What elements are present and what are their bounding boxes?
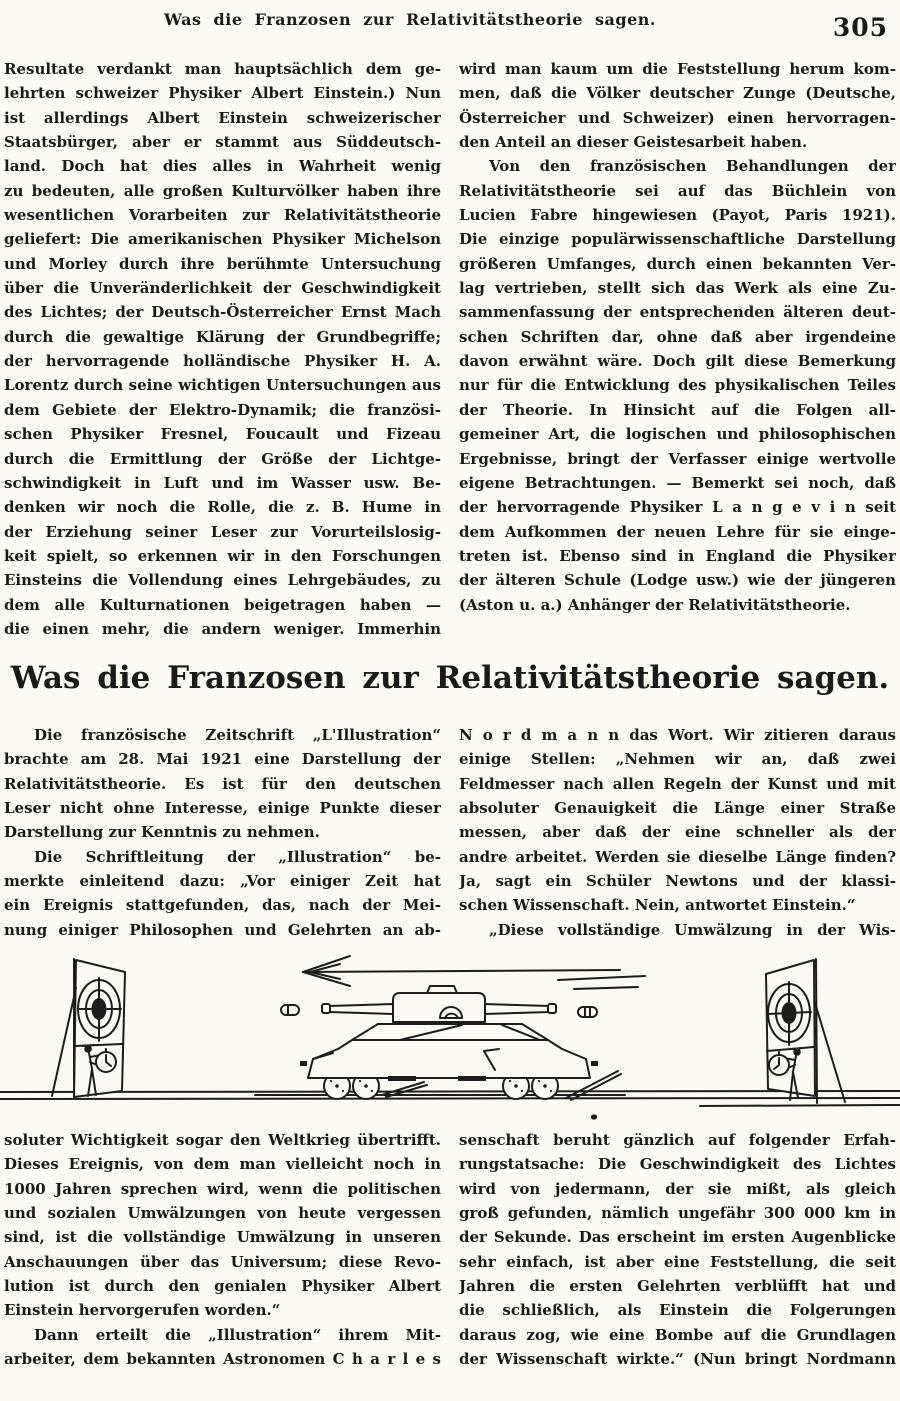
text-line: Die Schriftleitung der „Illustration“ be- — [34, 847, 441, 866]
text-line: und Morley durch ihre berühmte Untersuchung — [4, 254, 441, 273]
paragraph — [4, 845, 441, 942]
text-line: sammenfassung der entsprechenden älteren deut- — [459, 303, 896, 322]
motion-arrow-left — [303, 956, 645, 989]
text-line: andre arbeitet. Werden sie dieselbe Länge finden? — [459, 847, 896, 866]
text-line: einige Stellen: „Nehmen wir an, daß zwei — [459, 750, 896, 769]
text-line: senschaft beruht gänzlich auf folgender Erfah- — [459, 1131, 896, 1149]
armored-car-between-targets-figure — [0, 945, 900, 1130]
text-line: Anschauungen über das Universum; diese Revo- — [4, 1252, 441, 1271]
text-line: dem Gebiete der Elektro-Dynamik; die französi- — [4, 400, 441, 419]
text-line: durch die gewaltige Klärung der Grundbegriffe; — [4, 327, 441, 346]
text-line: Lucien Fabre hingewiesen (Payot, Paris 1921). — [459, 206, 896, 225]
running-header: Was die Franzosen zur Relativitätstheorie sagen. — [164, 10, 656, 29]
text-line: die schließlich, als Einstein die Folgerungen — [459, 1301, 896, 1320]
text-line: gemeiner Art, die logischen und philosophischen — [459, 425, 896, 444]
ground-rails — [0, 1091, 900, 1106]
text-line: Ergebnisse, bringt der Verfasser einige wertvolle — [459, 449, 896, 468]
text-line: „Diese vollständige Umwälzung in der Wis- — [489, 920, 896, 939]
text-line: wird von jedermann, der sie mißt, als gleich — [459, 1179, 896, 1198]
projectile-right — [578, 1007, 597, 1017]
text-line: Darstellung zur Kenntnis zu nehmen. — [4, 823, 320, 842]
text-line: arbeiter, dem bekannten Astronomen C h a r l e s — [4, 1350, 441, 1369]
text-line: treten ist. Ebenso sind in England die Physiker — [459, 546, 896, 565]
paragraph — [459, 723, 896, 918]
text-line: der hervorragende Physiker L a n g e v i n seit — [459, 498, 896, 517]
column-left-bottom — [4, 1128, 441, 1371]
text-line: lag vertrieben, stellt sich das Werk als eine Zu- — [459, 279, 896, 298]
text-line: Relativitätstheorie. Es ist für den deutschen — [4, 774, 441, 793]
text-line: Feldmesser nach allen Regeln der Kunst und mit — [459, 774, 896, 793]
text-line: über die Unveränderlichkeit der Geschwindigkeit — [4, 279, 441, 298]
text-line: des Lichtes; der Deutsch-Österreicher Ernst Mach — [4, 303, 441, 322]
text-line: schen Schriften dar, ohne daß aber irgendeine — [459, 327, 896, 346]
text-line: der hervorragende holländische Physiker H. A. — [4, 352, 441, 371]
paragraph — [4, 723, 441, 845]
section-heading: Was die Franzosen zur Relativitätstheorie sagen. — [10, 660, 890, 696]
text-line: rungstatsache: Die Geschwindigkeit des Lichtes — [459, 1155, 896, 1174]
text-line: denken wir noch die Rolle, die z. B. Hume in — [4, 498, 441, 517]
text-line: Österreicher und Schweizer) einen hervorragen- — [459, 108, 896, 127]
text-line: ein Ereignis stattgefunden, das, nach der Mei- — [4, 896, 441, 915]
page-number: 305 — [832, 13, 888, 42]
text-line: den Anteil an dieser Geistesarbeit haben. — [459, 133, 808, 152]
text-line: sind, ist die vollständige Umwälzung in unseren — [4, 1228, 441, 1247]
projectile-left — [281, 1005, 299, 1015]
text-line: der Wissenschaft wirkte.“ (Nun bringt Nordmann — [459, 1350, 896, 1369]
text-line: Dann erteilt die „Illustration“ ihrem Mit- — [34, 1325, 441, 1344]
text-line: Die einzige populärwissenschaftliche Darstellung — [459, 230, 896, 249]
text-line: Dieses Ereignis, von dem man vielleicht noch in — [4, 1155, 441, 1174]
paragraph — [459, 1128, 896, 1371]
text-line: daraus zog, wie eine Bombe auf die Grundlagen — [459, 1325, 896, 1344]
column-right-bottom — [459, 1128, 896, 1371]
paragraph — [459, 918, 896, 942]
text-line: der Sekunde. Das erscheint im ersten Augenblicke — [459, 1228, 896, 1247]
text-line: Lorentz durch seine wichtigen Untersuchungen aus — [4, 376, 441, 395]
text-line: nung einiger Philosophen und Gelehrten an ab- — [4, 920, 441, 939]
text-line: ist allerdings Albert Einstein schweizerischer — [4, 108, 441, 127]
text-line: dem alle Kulturnationen beigetragen haben — — [4, 595, 441, 614]
text-line: keit spielt, so erkennen wir in den Forschungen — [4, 546, 441, 565]
text-line: eigene Betrachtungen. — Bemerkt sei noch, daß — [459, 473, 896, 492]
text-line: größeren Umfanges, durch einen bekannten Ver- — [459, 254, 896, 273]
right-target — [766, 959, 845, 1103]
relativity-illustration — [0, 945, 900, 1130]
text-line: und sozialen Umwälzungen von heute vergessen — [4, 1204, 441, 1223]
text-line: groß gefunden, nämlich ungefähr 300 000 km in — [459, 1204, 896, 1223]
text-line: der Theorie. In Hinsicht auf die Folgen all- — [459, 400, 896, 419]
text-line: sehr einfach, ist aber eine Feststellung, die seit — [459, 1252, 896, 1271]
text-line: merkte einleitend dazu: „Vor einiger Zeit hat — [4, 872, 441, 891]
left-target — [52, 959, 125, 1098]
paragraph — [459, 154, 896, 617]
text-line: wesentlichen Vorarbeiten zur Relativitätstheorie — [4, 206, 441, 225]
text-line: Relativitätstheorie sei auf das Büchlein von — [459, 181, 896, 200]
column-right-middle — [459, 723, 896, 942]
text-line: messen, aber daß der eine schneller als der — [459, 823, 896, 842]
ink-speck — [591, 1114, 597, 1119]
text-line: Die französische Zeitschrift „L'Illustration“ — [34, 726, 441, 744]
text-line: davon erwähnt wäre. Doch gilt diese Bemerkung — [459, 352, 896, 371]
paragraph — [4, 1323, 441, 1372]
column-left-top — [4, 57, 441, 641]
text-line: N o r d m a n n das Wort. Wir zitieren daraus — [459, 726, 896, 744]
text-line: durch die Ermittlung der Größe der Lichtge- — [4, 449, 441, 468]
text-line: lution ist durch den genialen Physiker Albert — [4, 1277, 441, 1296]
text-line: 1000 Jahren sprechen wird, wenn die politischen — [4, 1179, 441, 1198]
armored-car — [300, 986, 621, 1100]
text-line: Jahren die ersten Gelehrten verblüfft hat und — [459, 1277, 896, 1296]
text-line: absoluter Genauigkeit die Länge einer Straße — [459, 799, 896, 818]
text-line: Leser nicht ohne Interesse, einige Punkte dieser — [4, 799, 441, 818]
text-line: soluter Wichtigkeit sogar den Weltkrieg übertrifft. — [4, 1131, 441, 1149]
text-line: land. Doch hat dies alles in Wahrheit wenig — [4, 157, 441, 176]
paragraph — [4, 1128, 441, 1323]
text-line: Von den französischen Behandlungen der — [489, 157, 896, 176]
paragraph — [4, 57, 441, 641]
text-line: geliefert: Die amerikanischen Physiker Michelson — [4, 230, 441, 249]
text-line: men, daß die Völker deutscher Zunge (Deutsche, — [459, 84, 896, 103]
text-line: dem Aufkommen der neuen Lehre für sie einge- — [459, 522, 896, 541]
text-line: Ja, sagt ein Schüler Newtons und der klassi- — [459, 872, 896, 891]
column-left-middle — [4, 723, 441, 942]
text-line: Resultate verdankt man hauptsächlich dem ge- — [4, 60, 441, 78]
column-right-top — [459, 57, 896, 617]
text-line: brachte am 28. Mai 1921 eine Darstellung der — [4, 750, 441, 769]
text-line: die einen mehr, die andern weniger. Immerhin — [4, 619, 441, 638]
text-line: schen Physiker Fresnel, Foucault und Fizeau — [4, 425, 441, 444]
text-line: Staatsbürger, aber er stammt aus Süddeutsch- — [4, 133, 441, 152]
text-line: der älteren Schule (Lodge usw.) wie der jüngeren — [459, 571, 896, 590]
text-line: lehrten schweizer Physiker Albert Einstein.) Nun — [4, 84, 441, 103]
text-line: Einsteins die Vollendung eines Lehrgebäudes, zu — [4, 571, 441, 590]
text-line: Einstein hervorgerufen worden.“ — [4, 1301, 281, 1320]
text-line: nur für die Entwicklung des physikalischen Teiles — [459, 376, 896, 395]
text-line: (Aston u. a.) Anhänger der Relativitätstheorie. — [459, 595, 851, 614]
text-line: der Erziehung seiner Leser zur Vorurteilslosig- — [4, 522, 441, 541]
paragraph — [459, 57, 896, 154]
text-line: schen Wissenschaft. Nein, antwortet Einstein.“ — [459, 896, 856, 915]
text-line: wird man kaum um die Feststellung herum kom- — [459, 60, 896, 78]
text-line: schwindigkeit in Luft und im Wasser usw. Be- — [4, 473, 441, 492]
text-line: zu bedeuten, alle großen Kulturvölker haben ihre — [4, 181, 441, 200]
